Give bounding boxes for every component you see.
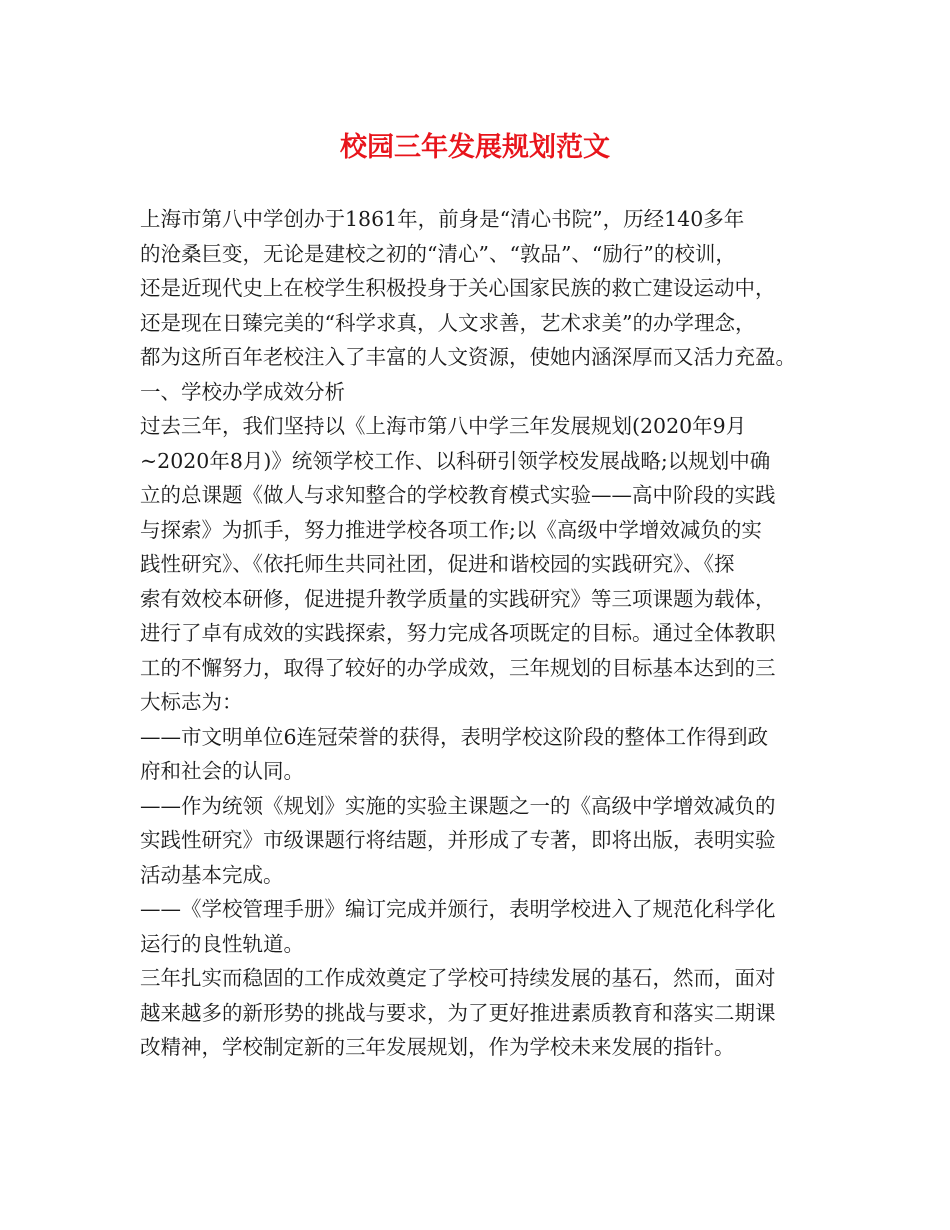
text-line: 大标志为： [140,690,243,714]
text-line: 工的不懈努力，取得了较好的办学成效，三年规划的目标基本达到的三 [140,655,776,680]
document-body [140,202,830,1065]
text-line: 过去三年，我们坚持以《上海市第八中学三年发展规划(2020年9月 [140,414,747,438]
text-line: 践性研究》、《依托师生共同社团，促进和谐校园的实践研究》、《探 [140,552,735,576]
page-title: 校园三年发展规划范文 [340,132,610,163]
text-line: 的沧桑巨变，无论是建校之初的“清心”、“敦品”、“励行”的校训， [140,241,736,266]
text-line: 越来越多的新形势的挑战与要求，为了更好推进素质教育和落实二期课 [140,1000,776,1025]
text-line: 三年扎实而稳固的工作成效奠定了学校可持续发展的基石，然而，面对 [140,966,776,990]
text-line: 上海市第八中学创办于1861年，前身是“清心书院”，历经140多年 [140,207,745,231]
text-line: 运行的良性轨道。 [140,931,304,956]
text-line: 与探索》为抓手，努力推进学校各项工作;以《高级中学增效减负的实 [140,517,762,542]
text-line: 进行了卓有成效的实践探索，努力完成各项既定的目标。通过全体教职 [140,621,776,645]
text-line: 实践性研究》市级课题行将结题，并形成了专著，即将出版，表明实验 [140,828,776,852]
text-line: ~2020年8月)》统领学校工作、以科研引领学校发展战略;以规划中确 [140,448,771,473]
text-line: 改精神，学校制定新的三年发展规划，作为学校未来发展的指针。 [140,1035,735,1059]
text-line: 府和社会的认同。 [140,759,304,783]
text-line: ——《学校管理手册》编订完成并颁行，表明学校进入了规范化科学化 [140,897,776,921]
text-line: 索有效校本研修，促进提升教学质量的实践研究》等三项课题为载体， [140,586,776,611]
text-line: ——市文明单位6连冠荣誉的获得，表明学校这阶段的整体工作得到政 [140,724,769,749]
text-line: 还是近现代史上在校学生积极投身于关心国家民族的救亡建设运动中， [140,276,776,300]
text-line: ——作为统领《规划》实施的实验主课题之一的《高级中学增效减负的 [140,793,776,818]
section-heading: 一、学校办学成效分析 [140,379,345,404]
text-line: 立的总课题《做人与求知整合的学校教育模式实验——高中阶段的实践 [140,483,776,507]
text-line: 活动基本完成。 [140,862,284,887]
text-line: 都为这所百年老校注入了丰富的人文资源，使她内涵深厚而又活力充盈。 [140,345,796,369]
text-line: 还是现在日臻完美的“科学求真，人文求善，艺术求美”的办学理念， [140,310,756,335]
